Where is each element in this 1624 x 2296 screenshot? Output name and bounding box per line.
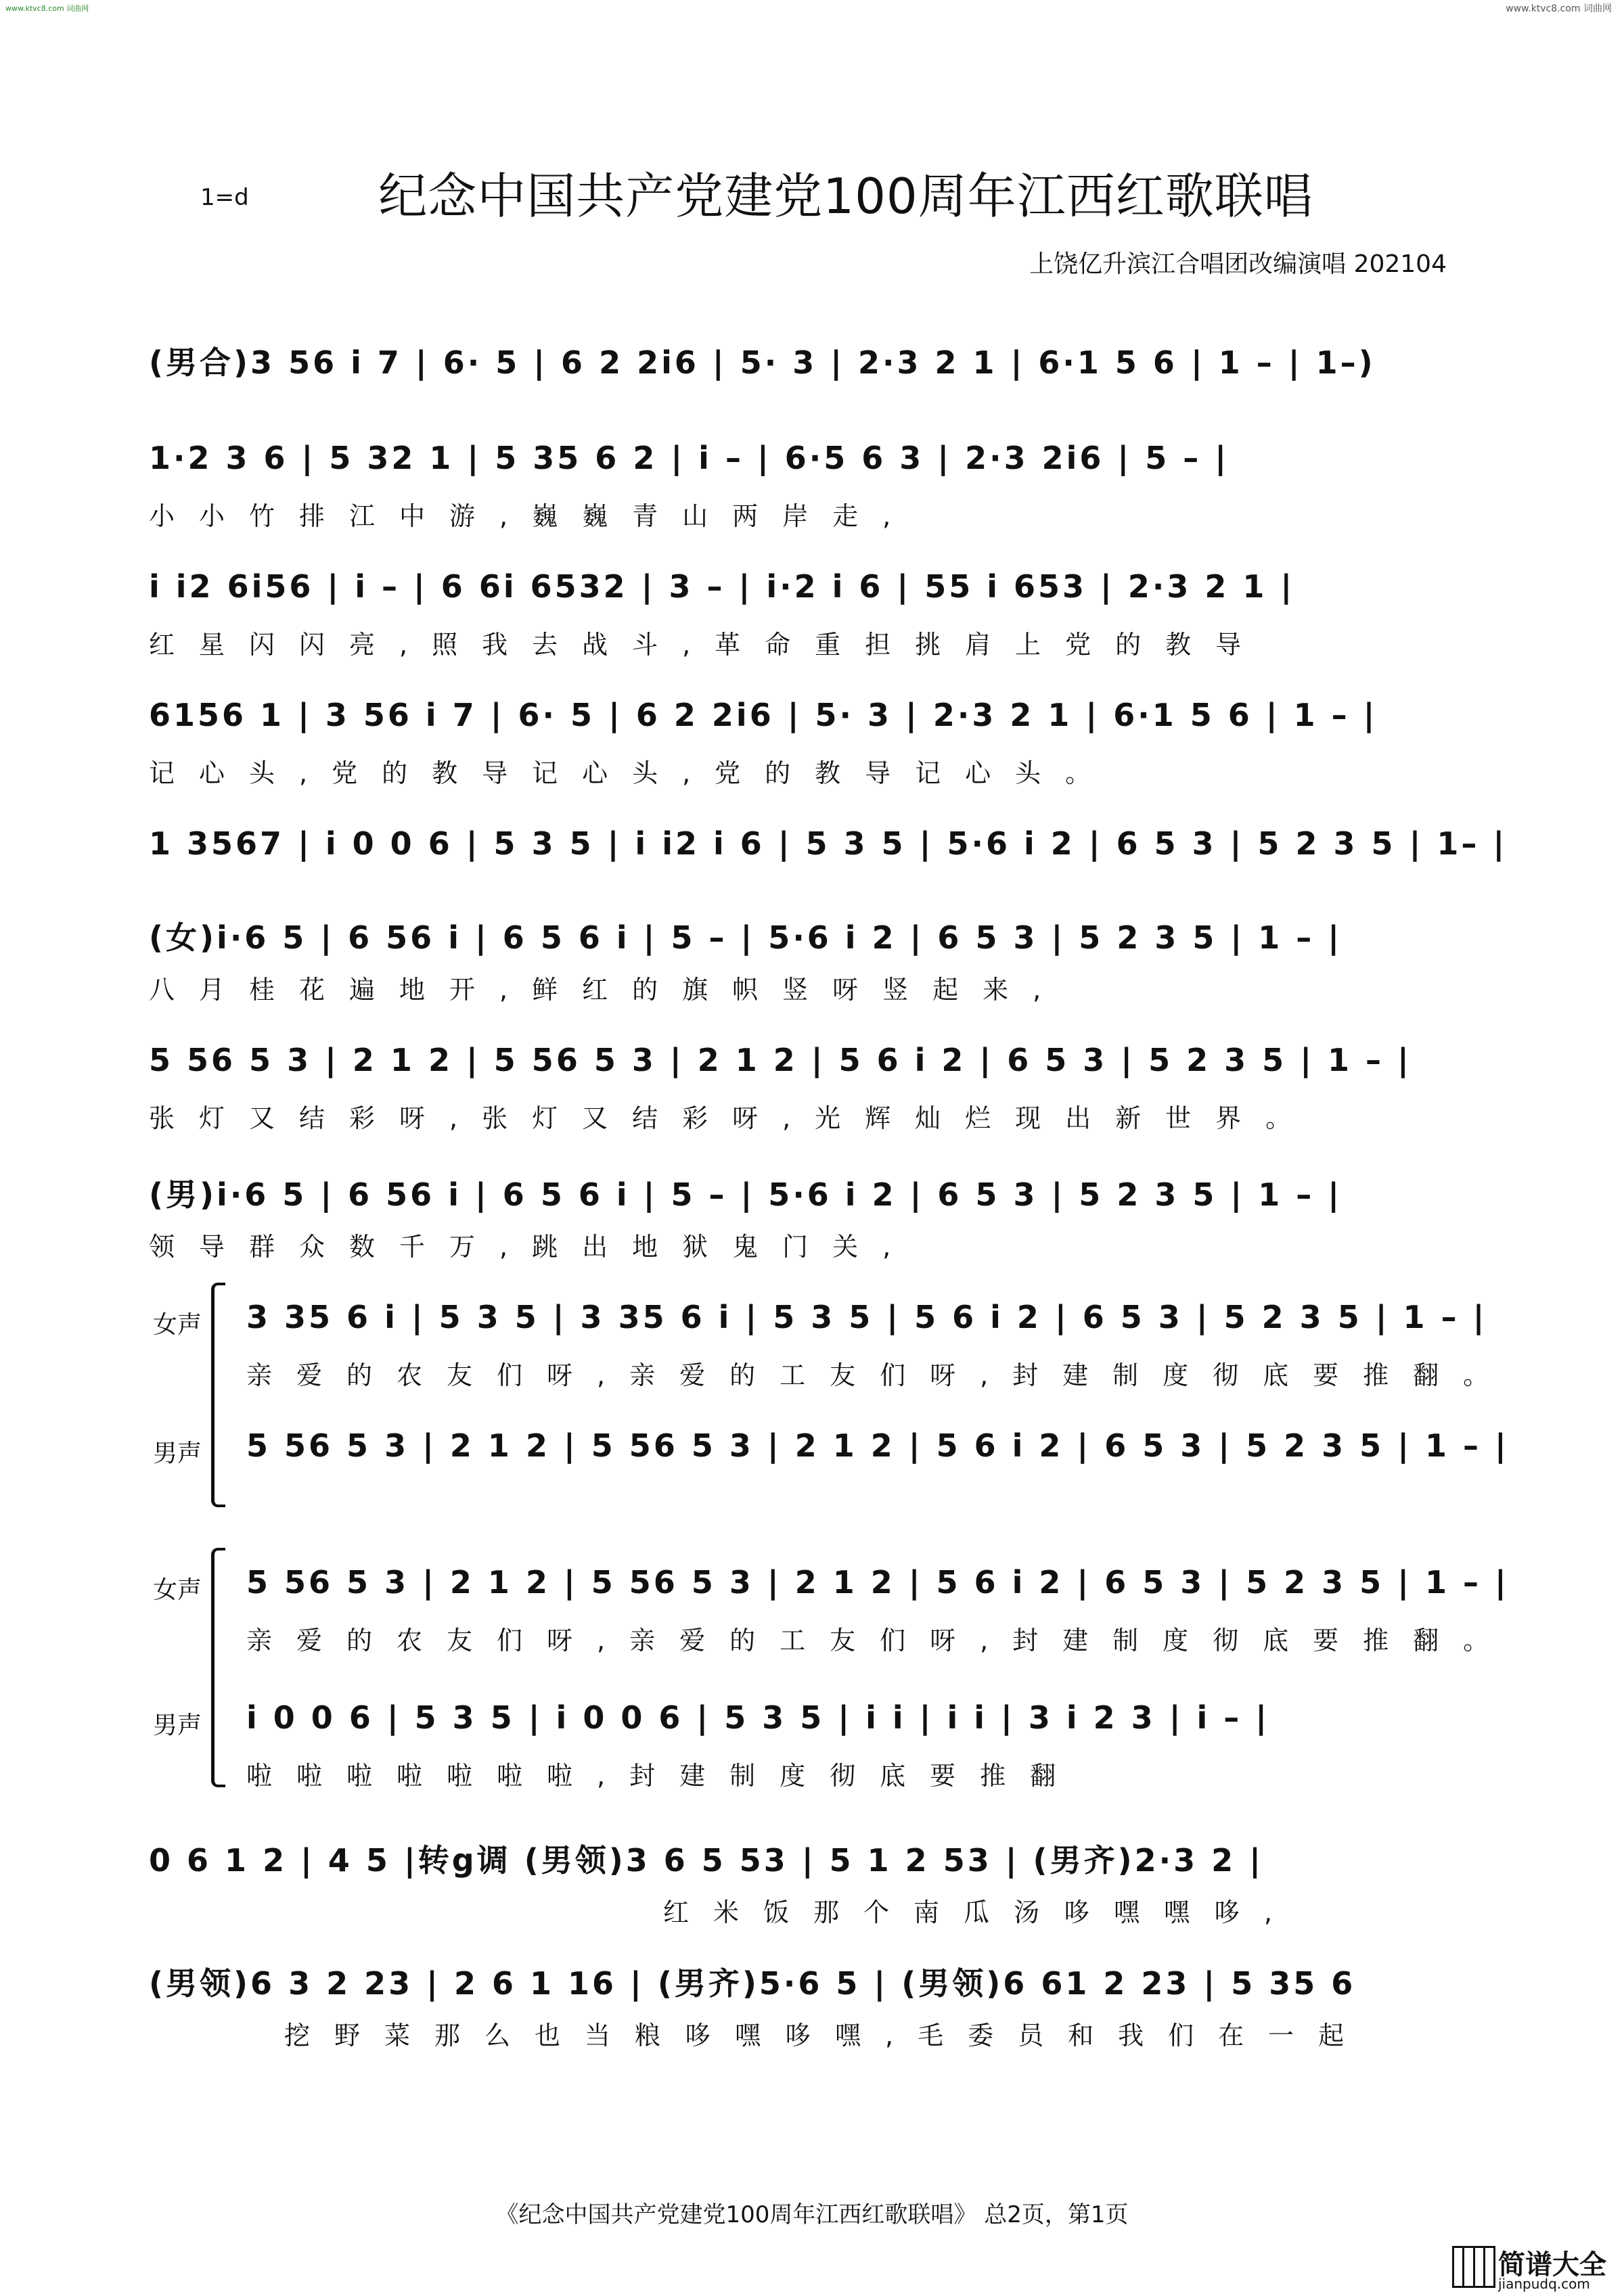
notation: i 0 0 6 | 5 3 5 | i 0 0 6 | 5 3 5 | i i | i i | 3 i 2 3 | i – |	[246, 1699, 1270, 1736]
notation: 5 56 5 3 | 2 1 2 | 5 56 5 3 | 2 1 2 | 5 6 i 2 | 6 5 3 | 5 2 3 5 | 1 – |	[246, 1564, 1509, 1601]
lyric: 张灯又结彩呀,张灯又结彩呀,光辉灿烂现出新世界。	[149, 1103, 1316, 1133]
notation: (女)i·6 5 | 6 56 i | 6 5 6 i | 5 – | 5·6 i 2 | 6 5 3 | 5 2 3 5 | 1 – |	[149, 919, 1343, 956]
lyric: 红米饭那个南瓜汤哆嘿嘿哆,	[663, 1898, 1297, 1927]
part-label-female: 女声	[153, 1311, 202, 1339]
notation: (男)i·6 5 | 6 56 i | 6 5 6 i | 5 – | 5·6 i 2 | 6 5 3 | 5 2 3 5 | 1 – |	[149, 1176, 1343, 1213]
lyric: 亲爱的农友们呀,亲爱的工友们呀,封建制度彻底要推翻。	[246, 1626, 1514, 1655]
lyric: 啦啦啦啦啦啦啦,封建制度彻底要推翻	[246, 1761, 1081, 1791]
lyric: 红星闪闪亮,照我去战斗,革命重担挑肩上党的教导	[149, 630, 1266, 660]
page-title: 纪念中国共产党建党100周年江西红歌联唱	[378, 168, 1313, 225]
site-logo	[1452, 2243, 1615, 2292]
notation: 0 6 1 2 | 4 5 |转g调 (男领)3 6 5 53 | 5 1 2 53 | (男齐)2·3 2 |	[149, 1842, 1263, 1879]
lyric: 领导群众数千万,跳出地狱鬼门关,	[149, 1232, 916, 1262]
lyric: 记心头,党的教导记心头,党的教导记心头。	[149, 758, 1116, 788]
notation: (男领)6 3 2 23 | 2 6 1 16 | (男齐)5·6 5 | (男领)6 61 2 23 | 5 35 6	[149, 1965, 1356, 2002]
logo-name: 简谱大全	[1498, 2249, 1606, 2280]
lyric	[149, 394, 1475, 428]
lyric: 挖野菜那么也当粮哆嘿哆嘿,毛委员和我们在一起	[284, 2021, 1369, 2050]
part-label-male: 男声	[153, 1440, 202, 1467]
notation: 3 35 6 i | 5 3 5 | 3 35 6 i | 5 3 5 | 5 6 i 2 | 6 5 3 | 5 2 3 5 | 1 – |	[246, 1299, 1487, 1335]
notation: 6156 1 | 3 56 i 7 | 6· 5 | 6 2 2i6 | 5· 3 | 2·3 2 1 | 6·1 5 6 | 1 – |	[149, 697, 1378, 733]
page-footer: 《纪念中国共产党建党100周年江西红歌联唱》 总2页，第1页	[495, 2201, 1129, 2228]
notation: (男合)3 56 i 7 | 6· 5 | 6 2 2i6 | 5· 3 | 2·3 2 1 | 6·1 5 6 | 1 – | 1–)	[149, 344, 1376, 381]
part-label-male: 男声	[153, 1712, 202, 1739]
lyric: 八月桂花遍地开,鲜红的旗帜竖呀竖起来,	[149, 975, 1066, 1005]
notation: 5 56 5 3 | 2 1 2 | 5 56 5 3 | 2 1 2 | 5 6 i 2 | 6 5 3 | 5 2 3 5 | 1 – |	[149, 1042, 1412, 1078]
key-signature: 1=d	[200, 184, 249, 211]
source-watermark-left: www.ktvc8.com 词曲网	[5, 4, 89, 13]
lyric: 小小竹排江中游,巍巍青山两岸走,	[149, 501, 916, 531]
source-watermark-right: www.ktvc8.com 词曲网	[1506, 3, 1612, 14]
notation: 1 3567 | i 0 0 6 | 5 3 5 | i i2 i 6 | 5 3 5 | 5·6 i 2 | 6 5 3 | 5 2 3 5 | 1– |	[149, 825, 1508, 862]
part-label-female: 女声	[153, 1576, 202, 1604]
notation: i i2 6i56 | i – | 6 6i 6532 | 3 – | i·2 i 6 | 55 i 653 | 2·3 2 1 |	[149, 568, 1295, 605]
logo-site: jianpudq.com	[1498, 2276, 1590, 2292]
subtitle: 上饶亿升滨江合唱团改编演唱 202104	[1029, 250, 1447, 278]
lyric: 亲爱的农友们呀,亲爱的工友们呀,封建制度彻底要推翻。	[246, 1360, 1514, 1390]
piano-keys-icon	[1452, 2246, 1495, 2288]
notation: 1·2 3 6 | 5 32 1 | 5 35 6 2 | i – | 6·5 6 3 | 2·3 2i6 | 5 – |	[149, 440, 1230, 476]
notation: 5 56 5 3 | 2 1 2 | 5 56 5 3 | 2 1 2 | 5 6 i 2 | 6 5 3 | 5 2 3 5 | 1 – |	[246, 1427, 1509, 1464]
